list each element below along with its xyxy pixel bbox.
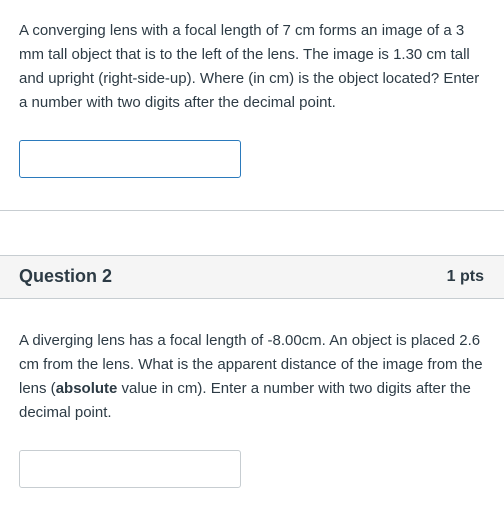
question-2-text-bold: absolute <box>55 380 118 397</box>
question-1-answer-input[interactable] <box>19 140 241 178</box>
question-2-header <box>0 255 504 299</box>
question-1-text: A converging lens with a focal length of 7 cm forms an image of a 3 mm tall object that is to the left of the lens. The image is 1.30 cm tall and upright (right-side-up). Where (in cm) is the object located? Enter a number with two digits after the decimal point. <box>19 22 480 111</box>
question-2-title: Question 2 <box>19 266 113 286</box>
question-2-text <box>19 329 489 425</box>
question-2-text-part-1: A diverging lens has a focal length of -8.00cm. An object is placed 2.6 cm from the lens. What is the apparent distance of the image from the lens ( <box>19 332 483 397</box>
question-2-answer-input[interactable] <box>19 450 241 488</box>
question-2-text-part-2: value in cm). Enter a number with two digits after the decimal point. <box>19 380 471 421</box>
question-2-points: 1 pts <box>446 268 484 285</box>
question-divider <box>0 210 504 211</box>
